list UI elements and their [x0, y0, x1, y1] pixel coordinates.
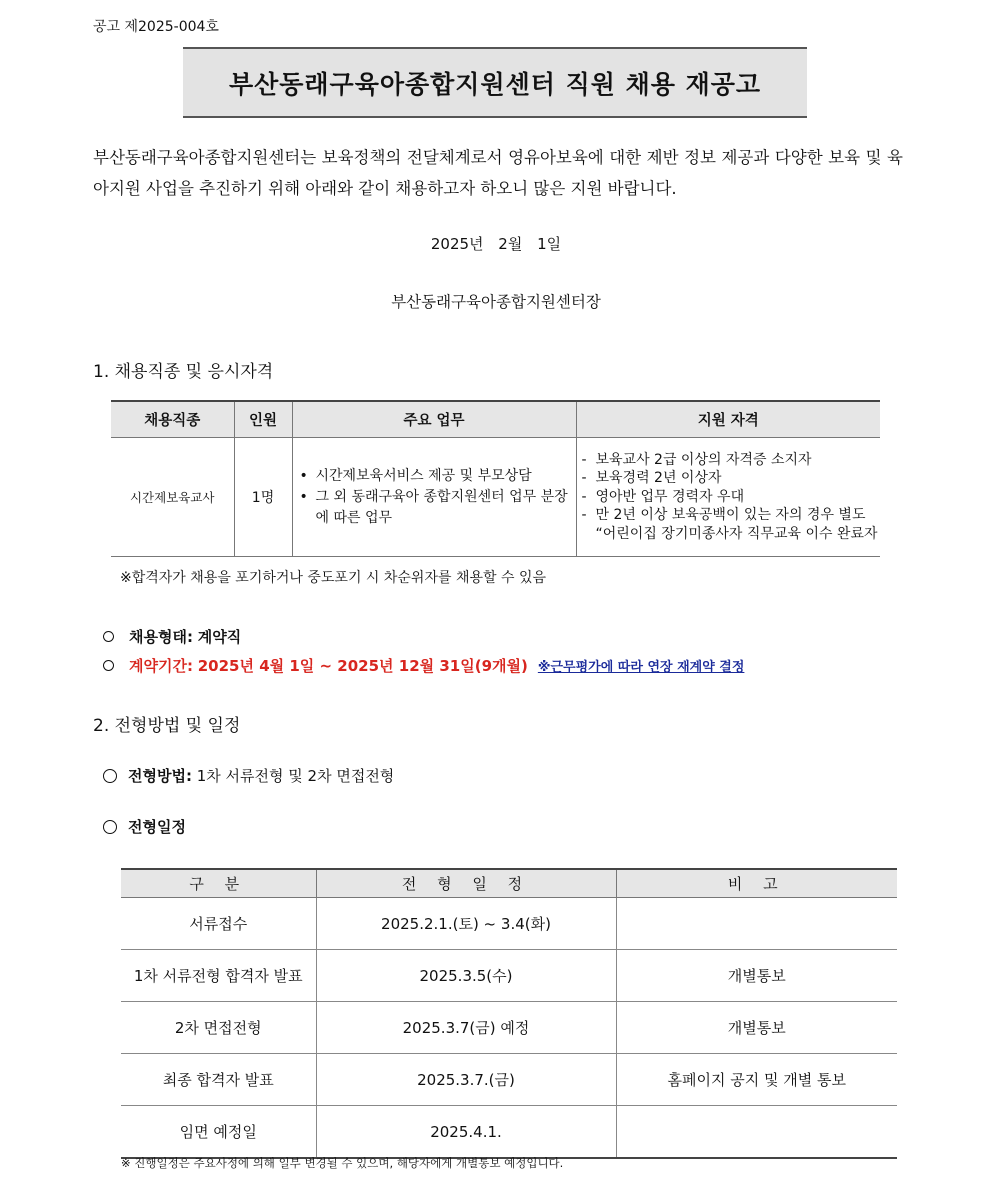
note-cell: 홈페이지 공지 및 개별 통보: [616, 1054, 897, 1106]
qualifications-cell: [576, 438, 880, 557]
note-cell: 개별통보: [616, 1002, 897, 1054]
selection-method: [103, 765, 394, 786]
stage-cell: 2차 면접전형: [121, 1002, 316, 1054]
table-row: [121, 950, 897, 1002]
circle-bullet-icon: [103, 631, 114, 642]
qualification-item: - 보육교사 2급 이상의 자격증 소지자: [596, 451, 880, 470]
stage-cell: 서류접수: [121, 898, 316, 950]
table-row: [121, 1054, 897, 1106]
section-2-heading: 2. 전형방법 및 일정: [93, 716, 241, 736]
employment-type-value: 계약직: [197, 628, 242, 646]
contract-period-label: 계약기간:: [129, 657, 193, 675]
page-title-text: 부산동래구육아종합지원센터 직원 채용 재공고: [228, 69, 762, 99]
date-cell: 2025.3.7.(금): [316, 1054, 616, 1106]
notice-number: 공고 제2025-004호: [93, 19, 219, 35]
employment-type-label: 채용형태:: [129, 628, 193, 646]
header-duties: 주요 업무: [292, 401, 576, 438]
stage-cell: 1차 서류전형 합격자 발표: [121, 950, 316, 1002]
header-qualifications: 지원 자격: [576, 401, 880, 438]
header-date: 전 형 일 정: [316, 869, 616, 898]
header-note: 비 고: [616, 869, 897, 898]
date-cell: 2025.2.1.(토) ~ 3.4(화): [316, 898, 616, 950]
selection-schedule: [103, 816, 186, 837]
table-row: [111, 438, 880, 557]
date-cell: 2025.3.5(수): [316, 950, 616, 1002]
selection-method-label: 전형방법:: [128, 767, 192, 785]
stage-cell: 임면 예정일: [121, 1106, 316, 1159]
qualification-item: - 만 2년 이상 보육공백이 있는 자의 경우 별도 “어린이집 장기미종사자 직무교육 이수 완료자: [596, 506, 880, 543]
recruitment-note: ※합격자가 채용을 포기하거나 중도포기 시 차순위자를 채용할 수 있음: [120, 570, 547, 586]
stage-cell: 최종 합격자 발표: [121, 1054, 316, 1106]
schedule-table: [121, 868, 897, 1159]
circle-bullet-icon: [103, 769, 117, 783]
contract-note: ※근무평가에 따라 연장 재계약 결정: [537, 660, 745, 675]
intro-paragraph: 부산동래구육아종합지원센터는 보육정책의 전달체계로서 영유아보육에 대한 제반 정보 제공과 다양한 보육 및 육아지원 사업을 추진하기 위해 아래와 같이 채용하고자 하오니 많은 지원 바랍니다.: [93, 148, 903, 198]
table-row: [121, 898, 897, 950]
duties-cell: [292, 438, 576, 557]
contract-period: [103, 655, 744, 676]
issuer: 부산동래구육아종합지원센터장: [391, 293, 601, 311]
selection-method-value: 1차 서류전형 및 2차 면접전형: [196, 767, 395, 785]
section-1-heading: 1. 채용직종 및 응시자격: [93, 362, 274, 382]
contract-period-value: 2025년 4월 1일 ~ 2025년 12월 31일(9개월): [197, 657, 528, 675]
selection-schedule-label: 전형일정: [128, 818, 186, 836]
page-title: [183, 47, 807, 118]
count-cell: 1명: [234, 438, 292, 557]
employment-type: [103, 626, 241, 647]
announcement-date: 2025년 2월 1일: [430, 235, 562, 253]
duty-item: • 시간제보육서비스 제공 및 부모상담: [316, 466, 575, 487]
note-cell: [616, 1106, 897, 1159]
recruitment-table: [111, 400, 880, 557]
circle-bullet-icon: [103, 660, 114, 671]
qualification-item: - 보육경력 2년 이상자: [596, 469, 880, 488]
schedule-footnote: ※ 진행일정은 주요사정에 의해 일부 변경될 수 있으며, 해당자에게 개별통보 예정입니다.: [121, 1156, 564, 1170]
job-cell: 시간제보육교사: [111, 438, 234, 557]
table-row: [121, 1002, 897, 1054]
header-count: 인원: [234, 401, 292, 438]
note-cell: 개별통보: [616, 950, 897, 1002]
note-cell: [616, 898, 897, 950]
table-row: [121, 1106, 897, 1159]
header-job: 채용직종: [111, 401, 234, 438]
duty-item: • 그 외 동래구육아 종합지원센터 업무 분장에 따른 업무: [316, 487, 575, 529]
header-stage: 구 분: [121, 869, 316, 898]
circle-bullet-icon: [103, 820, 117, 834]
date-cell: 2025.3.7(금) 예정: [316, 1002, 616, 1054]
qualification-item: - 영아반 업무 경력자 우대: [596, 488, 880, 507]
date-cell: 2025.4.1.: [316, 1106, 616, 1159]
